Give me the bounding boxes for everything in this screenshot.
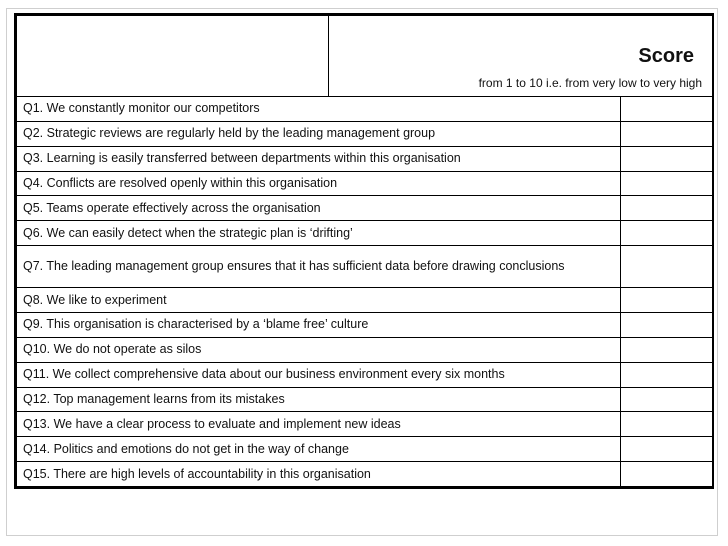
score-input-cell[interactable] [621,462,713,487]
score-input-cell[interactable] [621,97,713,122]
header-row [17,16,713,97]
question-text: Q2. Strategic reviews are regularly held by the leading management group [17,121,621,146]
question-text: Q7. The leading management group ensures that it has sufficient data before drawing conclusions [17,246,621,288]
score-input-cell[interactable] [621,221,713,246]
question-text: Q13. We have a clear process to evaluate and implement new ideas [17,412,621,437]
question-text: Q15. There are high levels of accountability in this organisation [17,462,621,487]
question-row [17,97,713,122]
score-input-cell[interactable] [621,196,713,221]
score-input-cell[interactable] [621,171,713,196]
score-header-cell [329,16,713,97]
score-subtitle: from 1 to 10 i.e. from very low to very high [478,76,703,91]
question-row [17,362,713,387]
question-row [17,171,713,196]
score-input-cell[interactable] [621,246,713,288]
score-title: Score [638,45,695,68]
question-row [17,313,713,338]
score-input-cell[interactable] [621,146,713,171]
question-text: Q6. We can easily detect when the strategic plan is ‘drifting’ [17,221,621,246]
question-text: Q10. We do not operate as silos [17,337,621,362]
question-row [17,387,713,412]
question-row [17,437,713,462]
question-text: Q14. Politics and emotions do not get in the way of change [17,437,621,462]
question-text: Q8. We like to experiment [17,288,621,313]
question-text: Q3. Learning is easily transferred between departments within this organisation [17,146,621,171]
question-row [17,146,713,171]
score-input-cell[interactable] [621,337,713,362]
score-input-cell[interactable] [621,288,713,313]
question-text: Q11. We collect comprehensive data about our business environment every six months [17,362,621,387]
question-row [17,246,713,288]
score-input-cell[interactable] [621,412,713,437]
score-input-cell[interactable] [621,437,713,462]
question-text: Q5. Teams operate effectively across the organisation [17,196,621,221]
question-row [17,288,713,313]
question-text: Q12. Top management learns from its mistakes [17,387,621,412]
header-blank-cell [17,16,329,97]
question-row [17,337,713,362]
question-text: Q9. This organisation is characterised by a ‘blame free’ culture [17,313,621,338]
score-input-cell[interactable] [621,362,713,387]
score-input-cell[interactable] [621,121,713,146]
score-input-cell[interactable] [621,313,713,338]
question-row [17,462,713,487]
question-text: Q4. Conflicts are resolved openly within this organisation [17,171,621,196]
questionnaire-table [14,13,714,489]
question-row [17,121,713,146]
question-row [17,196,713,221]
question-row [17,412,713,437]
question-text: Q1. We constantly monitor our competitors [17,97,621,122]
score-input-cell[interactable] [621,387,713,412]
question-row [17,221,713,246]
